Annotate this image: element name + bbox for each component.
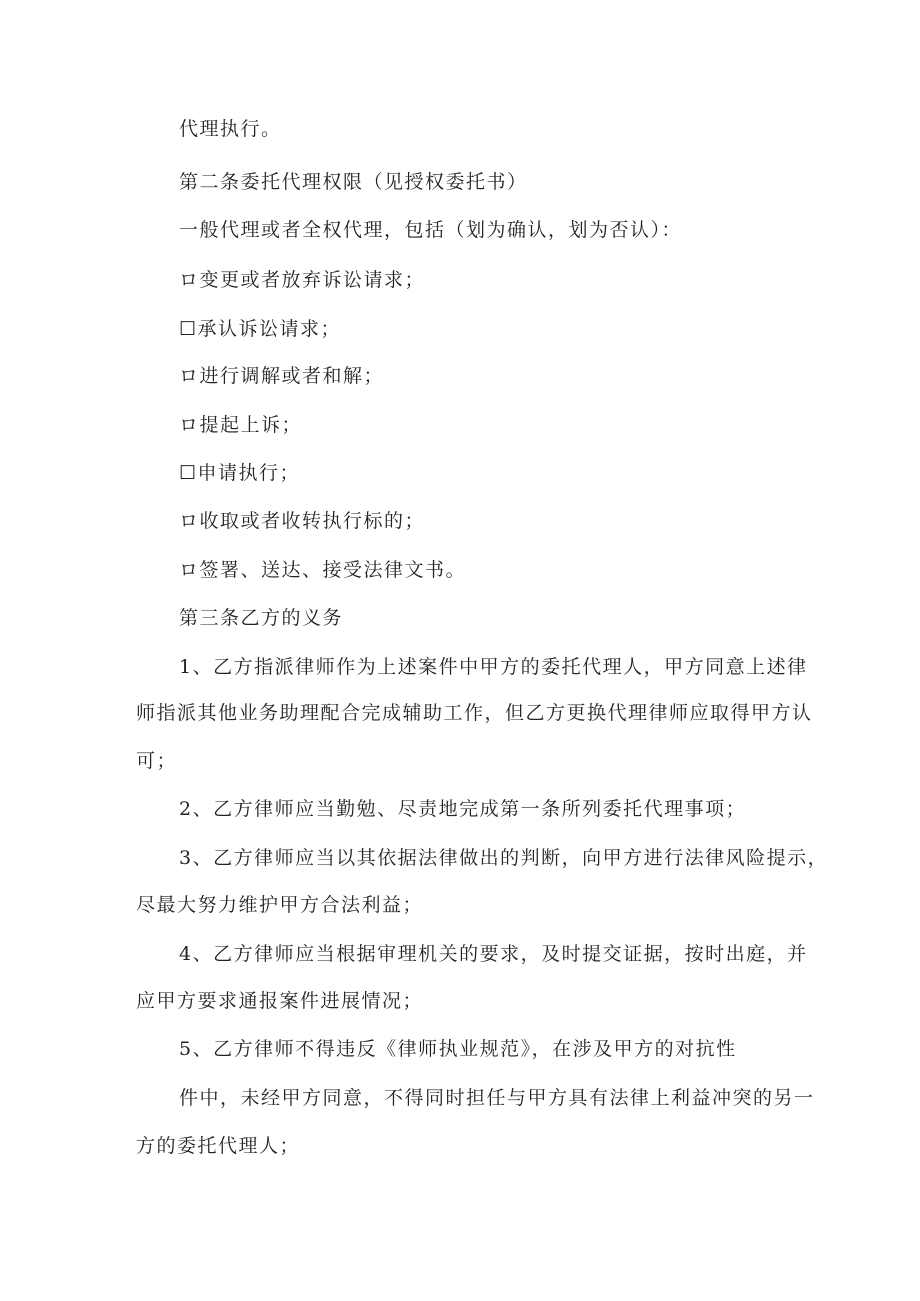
text-line: 3、乙方律师应当以其依据法律做出的判断，向甲方进行法律风险提示， [179, 847, 829, 869]
article-heading: 第二条委托代理权限（见授权委托书） [179, 171, 528, 193]
text-line: 2、乙方律师应当勤勉、尽责地完成第一条所列委托代理事项； [179, 798, 747, 820]
text-line: 1、乙方指派律师作为上述案件中甲方的委托代理人，甲方同意上述律 [179, 656, 808, 678]
checkbox-item: ロ签署、送达、接受法律文书。 [179, 559, 467, 581]
text-line: 一般代理或者全权代理，包括（划为确认，划为否认）： [179, 219, 683, 241]
checkbox-item: ☐承认诉讼请求； [179, 318, 342, 340]
checkbox-item: ロ收取或者收转执行标的； [179, 510, 426, 532]
text-line: 代理执行。 [179, 118, 282, 140]
checkbox-item: ロ变更或者放弃诉讼请求； [179, 269, 426, 291]
checkbox-item: ロ提起上诉； [179, 414, 303, 436]
text-line: 师指派其他业务助理配合完成辅助工作，但乙方更换代理律师应取得甲方认 [136, 702, 813, 724]
text-line: 方的委托代理人； [136, 1135, 301, 1157]
text-line: 可； [136, 750, 178, 772]
text-line: 5、乙方律师不得违反《律师执业规范》，在涉及甲方的对抗性 [179, 1038, 737, 1060]
text-line: 4、乙方律师应当根据审理机关的要求，及时提交证据，按时出庭，并 [179, 943, 808, 965]
checkbox-item: ロ进行调解或者和解； [179, 365, 385, 387]
article-heading: 第三条乙方的义务 [179, 607, 344, 629]
text-line: 件中，未经甲方同意，不得同时担任与甲方具有法律上利益冲突的另一 [179, 1087, 815, 1109]
text-line: 尽最大努力维护甲方合法利益； [136, 894, 424, 916]
text-line: 应甲方要求通报案件进展情况； [136, 990, 424, 1012]
checkbox-item: ☐申请执行； [179, 462, 301, 484]
